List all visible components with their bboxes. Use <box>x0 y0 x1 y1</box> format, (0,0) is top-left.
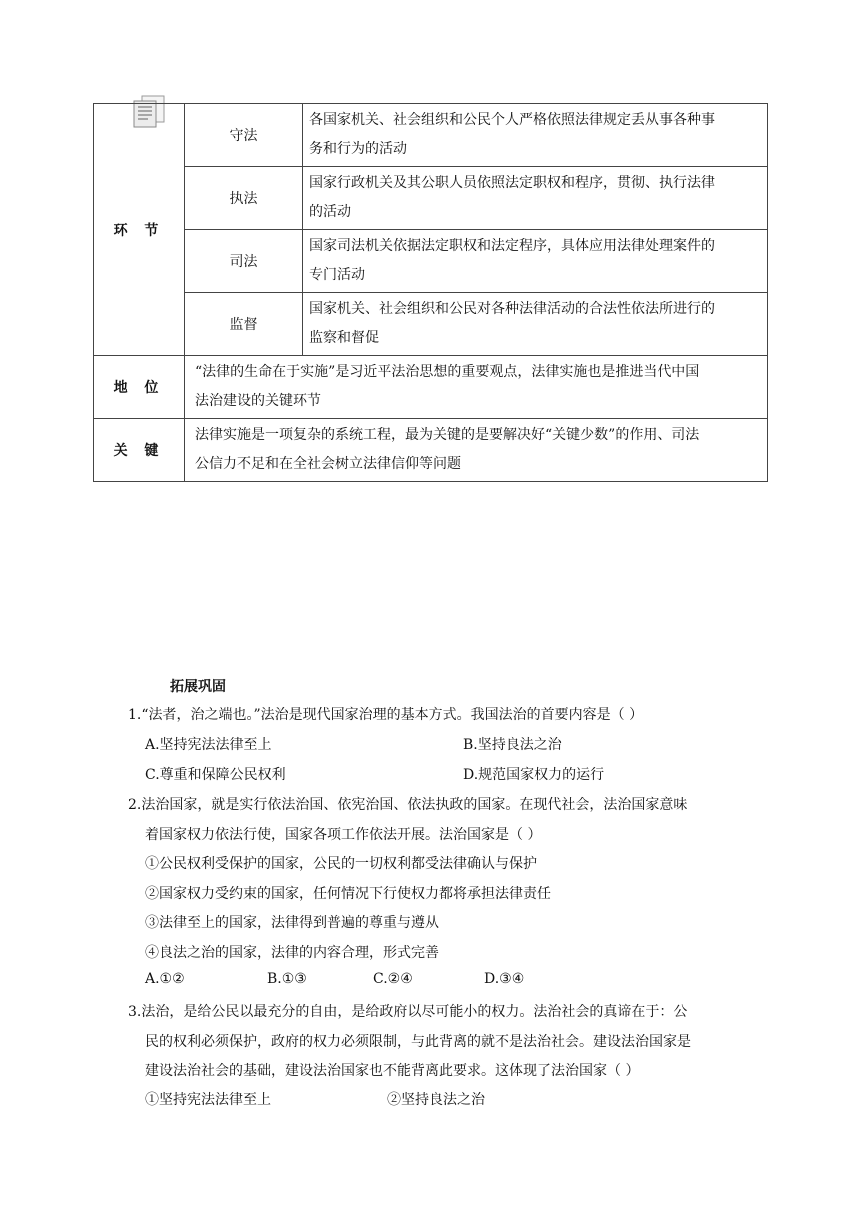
row-name: 守法 <box>185 104 303 167</box>
q2-option-c: C.②④ <box>373 971 413 987</box>
section-title: 拓展巩固 <box>170 679 226 695</box>
question-3-stem-line1: 3.法治，是给公民以最充分的自由，是给政府以尽可能小的权力。法治社会的真谛在于：公 <box>128 1004 688 1020</box>
q2-option-b: B.①③ <box>267 971 307 987</box>
q1-option-c: C.尊重和保障公民权利 <box>145 767 286 783</box>
status-label: 地 位 <box>94 356 185 419</box>
row-desc: 国家机关、社会组织和公民对各种法律活动的合法性依法所进行的 监察和督促 <box>303 293 768 356</box>
table-row <box>94 293 768 356</box>
q1-option-d: D.规范国家权力的运行 <box>463 767 605 783</box>
table-row <box>94 230 768 293</box>
q2-statement-3: ③法律至上的国家，法律得到普遍的尊重与遵从 <box>145 915 439 931</box>
question-3-stem-line2: 民的权利必须保护，政府的权力必须限制，与此背离的就不是法治社会。建设法治国家是 <box>145 1034 691 1050</box>
row-desc: 国家行政机关及其公职人员依照法定职权和程序，贯彻、执行法律 的活动 <box>303 167 768 230</box>
row-desc: 各国家机关、社会组织和公民个人严格依照法律规定丢从事各种事 务和行为的活动 <box>303 104 768 167</box>
q2-statement-4: ④良法之治的国家，法律的内容合理，形式完善 <box>145 945 439 961</box>
q2-option-a: A.①② <box>145 971 185 987</box>
table-row <box>94 104 768 167</box>
q2-option-d: D.③④ <box>484 971 525 987</box>
q2-statement-2: ②国家权力受约束的国家，任何情况下行使权力都将承担法律责任 <box>145 886 551 902</box>
row-desc: 国家司法机关依据法定职权和法定程序，具体应用法律处理案件的 专门活动 <box>303 230 768 293</box>
q1-option-b: B.坚持良法之治 <box>463 737 562 753</box>
question-2-stem-line1: 2.法治国家，就是实行依法治国、依宪治国、依法执政的国家。在现代社会，法治国家意味 <box>128 797 688 813</box>
table-row-status <box>94 356 768 419</box>
row-name: 司法 <box>185 230 303 293</box>
q1-option-a: A.坚持宪法法律至上 <box>145 737 272 753</box>
row-name: 执法 <box>185 167 303 230</box>
group-label: 环 节 <box>94 104 185 356</box>
question-3-stem-line3: 建设法治社会的基础，建设法治国家也不能背离此要求。这体现了法治国家（ ） <box>145 1063 640 1079</box>
table-row <box>94 167 768 230</box>
law-implementation-table <box>93 103 768 482</box>
question-2-stem-line2: 着国家权力依法行使，国家各项工作依法开展。法治国家是（ ） <box>145 827 542 843</box>
q3-statement-2: ②坚持良法之治 <box>387 1092 485 1108</box>
question-1-stem: 1.“法者，治之端也。”法治是现代国家治理的基本方式。我国法治的首要内容是（ ） <box>128 707 644 723</box>
status-desc: “法律的生命在于实施”是习近平法治思想的重要观点，法律实施也是推进当代中国 法治建设的关键环节 <box>185 356 768 419</box>
row-name: 监督 <box>185 293 303 356</box>
table-row-key <box>94 419 768 482</box>
q2-statement-1: ①公民权利受保护的国家，公民的一切权利都受法律确认与保护 <box>145 856 537 872</box>
key-label: 关 键 <box>94 419 185 482</box>
key-desc: 法律实施是一项复杂的系统工程，最为关键的是要解决好“关键少数”的作用、司法 公信力不足和在全社会树立法律信仰等问题 <box>185 419 768 482</box>
q3-statement-1: ①坚持宪法法律至上 <box>145 1092 271 1108</box>
